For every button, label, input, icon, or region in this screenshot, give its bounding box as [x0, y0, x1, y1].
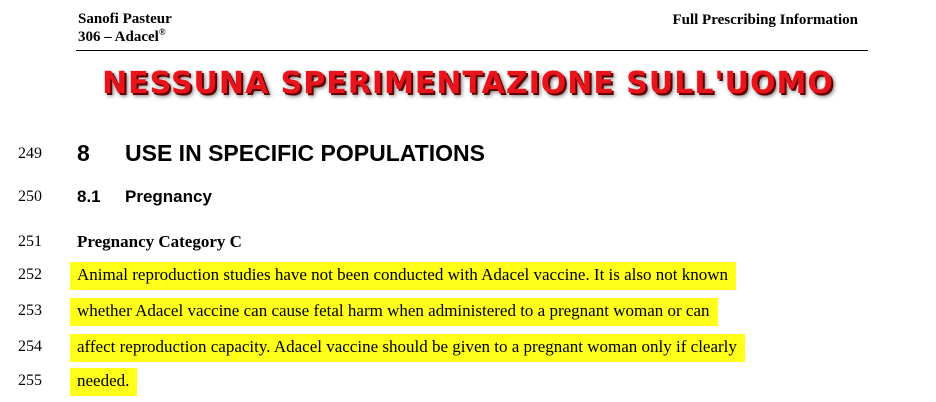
line-number: 252 [18, 266, 42, 283]
overlay-banner-text: NESSUNA SPERIMENTAZIONE SULL'UOMO [102, 66, 834, 101]
line-number: 251 [18, 233, 42, 250]
line-number: 254 [18, 338, 42, 355]
subsection-title: Pregnancy [125, 187, 212, 206]
section-title: USE IN SPECIFIC POPULATIONS [125, 140, 485, 166]
company-name: Sanofi Pasteur [78, 11, 172, 27]
line-number: 249 [18, 145, 42, 162]
pregnancy-category-heading: Pregnancy Category C [77, 232, 242, 251]
document-id-text: 306 – Adacel [78, 29, 159, 45]
line-number: 250 [18, 188, 42, 205]
subsection-number: 8.1 [77, 187, 101, 206]
highlighted-body-line: whether Adacel vaccine can cause fetal harm when administered to a pregnant woman or can [70, 298, 718, 326]
header-divider [76, 50, 868, 51]
document-id [78, 28, 172, 46]
header-left-block [78, 10, 172, 46]
line-number: 253 [18, 302, 42, 319]
section-number: 8 [77, 140, 90, 166]
highlighted-body-line: Animal reproduction studies have not been conducted with Adacel vaccine. It is also not known [70, 262, 736, 290]
highlighted-body-line: affect reproduction capacity. Adacel vaccine should be given to a pregnant woman only if clearly [70, 334, 745, 362]
line-number: 255 [18, 372, 42, 389]
highlighted-body-line: needed. [70, 368, 137, 396]
prescribing-info-title: Full Prescribing Information [672, 12, 858, 28]
registered-mark: ® [158, 27, 166, 37]
